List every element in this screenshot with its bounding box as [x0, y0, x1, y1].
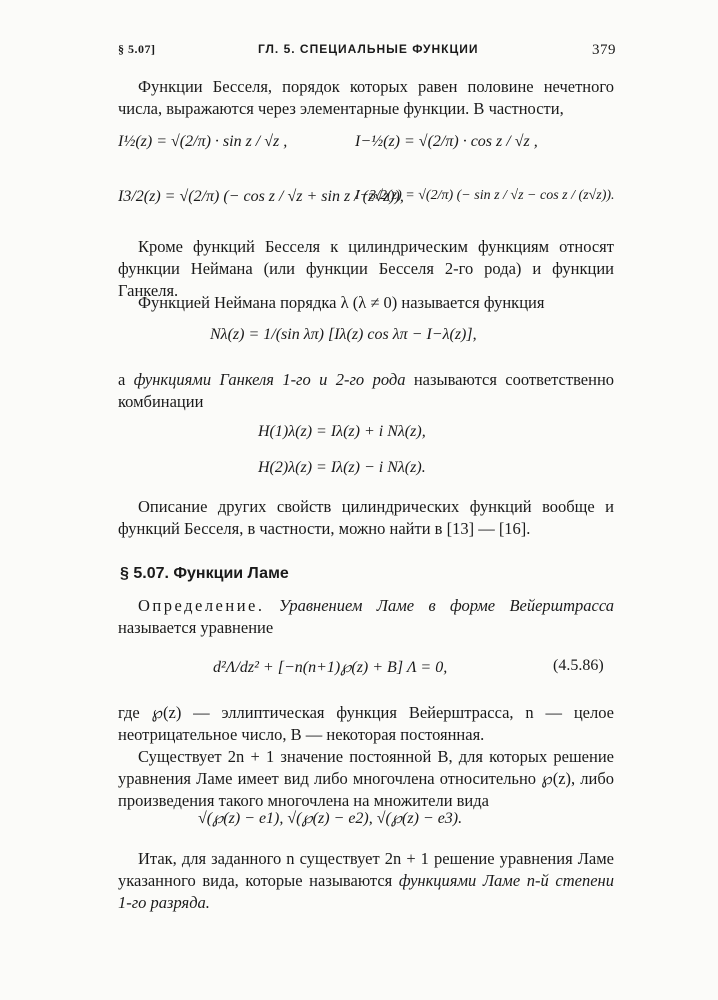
page-number: 379 [592, 42, 616, 58]
equation-number: (4.5.86) [553, 657, 604, 674]
formula-neumann: Nλ(z) = 1/(sin λπ) [Iλ(z) cos λπ − I−λ(z)], [210, 326, 477, 343]
formula-bessel-three-half: I3/2(z) = √(2/π) (− cos z / √z + sin z / (z√z)), [118, 188, 404, 205]
formula-hankel-2: H(2)λ(z) = Iλ(z) − i Nλ(z). [258, 459, 426, 476]
formula-lame-equation: d²Λ/dz² + [−n(n+1)℘(z) + B] Λ = 0, [213, 659, 448, 676]
formula-bessel-minus-three-half: I−3/2(z) = √(2/π) (− sin z / √z − cos z / (z√z)). [355, 188, 615, 203]
formula-roots: √(℘(z) − e1), √(℘(z) − e2), √(℘(z) − e3). [198, 810, 463, 827]
running-head-chapter: ГЛ. 5. СПЕЦИАЛЬНЫЕ ФУНКЦИИ [258, 42, 479, 56]
paragraph-bessel-intro: Функции Бесселя, порядок которых равен половине нечетного числа, выражаются через элементарные функции. В частности, [118, 77, 614, 118]
running-head-section: § 5.07] [118, 42, 156, 56]
formula-hankel-1: H(1)λ(z) = Iλ(z) + i Nλ(z), [258, 423, 426, 440]
paragraph-hankel: а функциями Ганкеля 1-го и 2-го рода называются соответственно комбинации [118, 370, 615, 411]
paragraph-further-reading: Описание других свойств цилиндрических функций вообще и функций Бесселя, в частности, можно найти в [13] — [16]. [118, 497, 614, 538]
paragraph-lame-functions: Итак, для заданного n существует 2n + 1 решение уравнения Ламе указанного вида, которые называются функциями Ламе n-й степени 1-го разряда. [118, 849, 614, 912]
paragraph-lame-definition: Определение. Уравнением Ламе в форме Вейерштрасса называется уравнение [118, 596, 615, 637]
paragraph-weierstrass: где ℘(z) — эллиптическая функция Вейерштрасса, n — целое неотрицательное число, B — некоторая постоянная. [118, 703, 614, 744]
paragraph-cylindrical: Кроме функций Бесселя к цилиндрическим функциям относят функции Неймана (или функции Бесселя 2-го рода) и функции Ганкеля. [118, 237, 614, 300]
formula-bessel-half: I½(z) = √(2/π) · sin z / √z , [118, 133, 288, 150]
section-heading: § 5.07. Функции Ламе [120, 565, 289, 582]
paragraph-neumann-def: Функцией Неймана порядка λ (λ ≠ 0) называется функция [138, 293, 545, 312]
paragraph-lame-solutions: Существует 2n + 1 значение постоянной B, для которых решение уравнения Ламе имеет вид либо многочлена относительно ℘(z), либо произведения такого многочлена на множители вида [118, 747, 614, 810]
formula-bessel-minus-half: I−½(z) = √(2/π) · cos z / √z , [355, 133, 538, 150]
